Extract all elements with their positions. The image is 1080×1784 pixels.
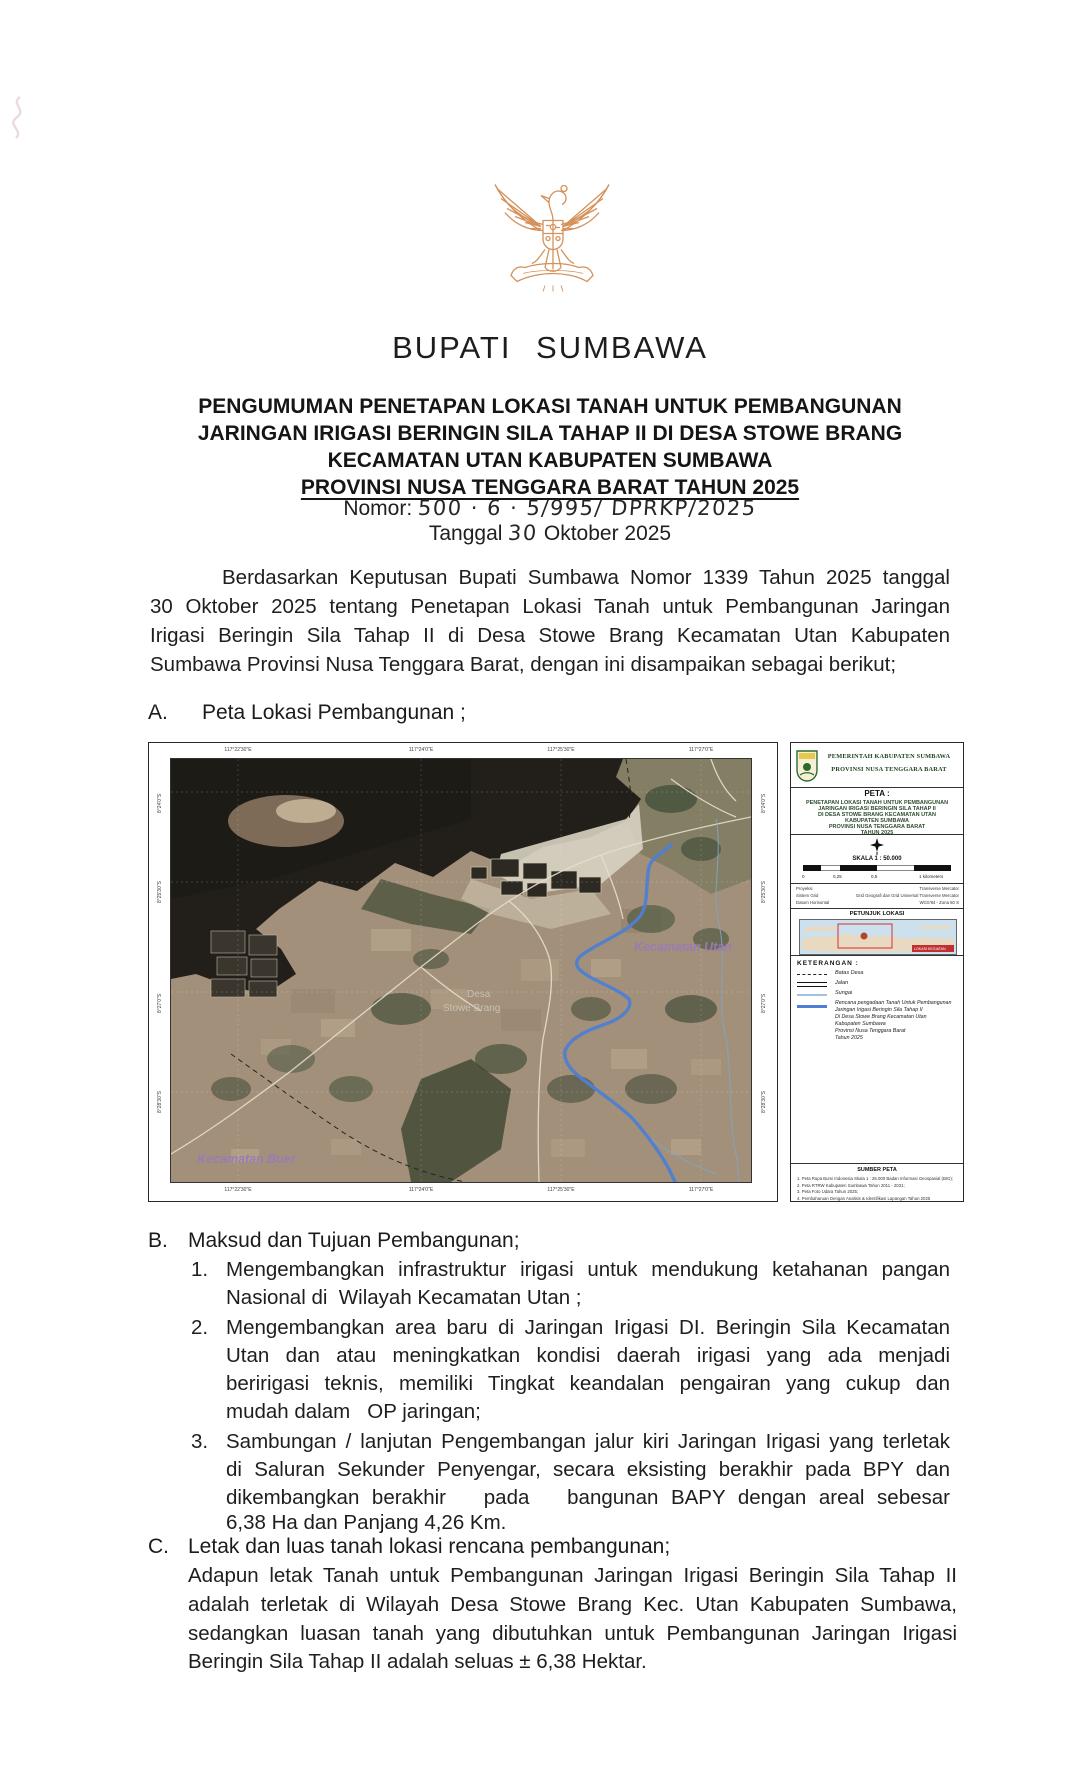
projection-value: WGS'84 - Zona 50 S — [919, 900, 959, 905]
tanggal-label: Tanggal — [428, 522, 503, 545]
jalan-label: Jalan — [835, 980, 849, 986]
sumber-item: 1. Peta Rupa Bumi Indonesia Skala 1 : 25.000 Badan Informasi Geospasial (BIG); — [797, 1176, 953, 1181]
map-coord-bottom-2: 117°24'0"E — [408, 1187, 434, 1193]
announcement-line-2: JARINGAN IRIGASI BERINGIN SILA TAHAP II DI DESA STOWE BRANG — [197, 422, 903, 445]
projection-key: Proyeksi — [796, 886, 813, 891]
map-label-desa-2: Stowe Brang — [443, 1003, 501, 1014]
projection-row — [796, 886, 959, 891]
item-2-line: mudah dalam OP jaringan; — [226, 1400, 481, 1423]
plan-line: Jaringan Irigasi Beringin Sila Tahap II — [835, 1007, 923, 1013]
plan-line: Di Desa Stowe Brang Kecamatan Utan — [835, 1014, 927, 1020]
satellite-map-image — [170, 758, 752, 1183]
item-3-line: Sambungan / lanjutan Pengembangan jalur kiri Jaringan Irigasi yang terletak — [226, 1430, 950, 1453]
legend-scale-text: SKALA 1 : 50.000 — [852, 856, 902, 862]
legend-divider — [791, 883, 963, 884]
intro-line-4: Sumbawa Provinsi Nusa Tenggara Barat, dengan ini disampaikan sebagai berikut; — [150, 653, 897, 676]
legend-divider — [791, 908, 963, 909]
map-coord-bottom-3: 117°25'30"E — [547, 1187, 575, 1193]
legend-petunjuk-heading: PETUNJUK LOKASI — [849, 911, 905, 917]
map-coord-top-4: 117°27'0"E — [688, 747, 714, 753]
nomor-handwritten-value: 500 · 6 · 5/995/ DPRKP/2025 — [417, 496, 758, 520]
intro-line-1: Berdasarkan Keputusan Bupati Sumbawa Nomor 1339 Tahun 2025 tanggal — [222, 566, 950, 589]
section-c-label: C. — [148, 1535, 169, 1558]
map-legend-panel — [790, 742, 964, 1202]
projection-key: Sistem Grid — [796, 893, 819, 898]
legend-divider — [791, 1163, 963, 1164]
projection-value: Transverse Mercator — [919, 886, 959, 891]
sumber-item: 3. Peta Foto Udara Tahun 2025; — [797, 1189, 859, 1194]
map-coord-left-2: 8°25'30"S — [157, 881, 163, 903]
rencana-pengadaan-text — [835, 1000, 959, 1042]
map-coord-bottom-1: 117°22'30"E — [224, 1187, 252, 1193]
section-c-line: Beringin Sila Tahap II adalah seluas ± 6,38 Hektar. — [188, 1650, 647, 1673]
section-c-line: Adapun letak Tanah untuk Pembangunan Jaringan Irigasi Beringin Sila Tahap II — [188, 1564, 957, 1587]
legend-peta-line: PENETAPAN LOKASI TANAH UNTUK PEMBANGUNAN — [805, 800, 949, 806]
item-3-line: 6,38 Ha dan Panjang 4,26 Km. — [226, 1511, 507, 1534]
scalebar-label-05: 0,5 — [871, 874, 878, 879]
map-coord-top-1: 117°22'30"E — [224, 747, 252, 753]
sumber-peta-heading: SUMBER PETA — [857, 1167, 897, 1173]
announcement-line-1: PENGUMUMAN PENETAPAN LOKASI TANAH UNTUK PEMBANGUNAN — [198, 395, 902, 418]
map-label-kecamatan-utan: Kecamatan Utan — [634, 940, 732, 954]
map-coord-bottom-4: 117°27'0"E — [688, 1187, 714, 1193]
legend-peta-line: TAHUN 2025 — [860, 830, 894, 836]
item-3-line: dikembangkan berakhir pada bangunan BAPY dengan areal sebesar — [226, 1486, 950, 1509]
garuda-outline — [495, 185, 609, 292]
sumber-item: 4. Pembaharuan Dengan Analisis & Identifikasi Lapangan Tahun 2025 — [797, 1195, 931, 1201]
plan-line: Provinsi Nusa Tenggara Barat — [835, 1028, 906, 1034]
sumbawa-crest-icon — [796, 750, 818, 782]
item-2-number: 2. — [191, 1316, 209, 1339]
nomor-label: Nomor: — [343, 497, 413, 520]
sungai-label: Sungai — [835, 990, 853, 996]
map-label-desa-1: Desa — [467, 989, 491, 1000]
sand-spit — [228, 795, 344, 847]
sumber-item: 2. Peta RTRW Kabupaten Sumbawa Tahun 2011 - 2031; — [797, 1182, 905, 1188]
legend-keterangan-heading: KETERANGAN : — [797, 960, 859, 967]
scalebar-label-0: 0 — [802, 874, 805, 879]
map-label-kecamatan-buer: Kecamatan Buer — [197, 1152, 296, 1166]
sungai-symbol — [797, 994, 827, 996]
batas-desa-symbol — [797, 974, 827, 975]
map-coord-left-4: 8°28'30"S — [157, 1091, 163, 1113]
legend-peta-line: KABUPATEN SUMBAWA — [845, 818, 909, 824]
announcement-line-3: KECAMATAN UTAN KABUPATEN SUMBAWA — [327, 449, 773, 472]
tanggal-handwritten-day: 30 — [507, 521, 539, 545]
legend-peta-line: DI DESA STOWE BRANG KECAMATAN UTAN — [818, 812, 936, 818]
announcement-line-4-text: PROVINSI NUSA TENGGARA BARAT TAHUN 2025 — [300, 476, 800, 499]
section-c-title: Letak dan luas tanah lokasi rencana pembangunan; — [188, 1535, 671, 1558]
item-2-line: Mengembangkan area baru di Jaringan Irigasi DI. Beringin Sila Kecamatan — [226, 1316, 950, 1339]
tanggal-line — [150, 521, 950, 546]
rencana-pengadaan-symbol — [797, 1005, 827, 1008]
scalebar-label-1km: 1 kilometers — [919, 874, 944, 879]
item-3-number: 3. — [191, 1430, 209, 1453]
page-title: BUPATI SUMBAWA — [392, 330, 708, 365]
map-coord-right-2: 8°25'30"S — [761, 881, 767, 903]
scalebar-label-025: 0,25 — [833, 874, 842, 879]
item-1-line: Mengembangkan infrastruktur irigasi untuk mendukung ketahanan pangan — [226, 1258, 950, 1281]
intro-line-2: 30 Oktober 2025 tentang Penetapan Lokasi Tanah untuk Pembangunan Jaringan — [150, 595, 950, 618]
plan-line: Rencana pengadaan Tanah Untuk Pembangunan — [835, 1000, 952, 1006]
location-index-inset-map — [799, 919, 957, 955]
north-arrow-icon — [870, 838, 884, 855]
projection-row — [796, 893, 959, 898]
projection-row — [796, 900, 959, 905]
legend-peta-heading: PETA : — [864, 789, 890, 798]
jalan-symbol — [797, 982, 827, 987]
map-coord-top-2: 117°24'0"E — [408, 747, 434, 753]
nomor-line — [150, 496, 950, 521]
tanggal-month-year: Oktober 2025 — [543, 522, 672, 545]
section-b-title: Maksud dan Tujuan Pembangunan; — [188, 1229, 520, 1252]
map-coord-left-1: 8°24'0"S — [157, 793, 163, 813]
map-coord-right-3: 8°27'0"S — [761, 993, 767, 1013]
lokasi-kegiatan-tag: LOKASI KEGIATAN — [914, 947, 946, 951]
section-b-label: B. — [148, 1229, 168, 1252]
plan-line: Kabupaten Sumbawa — [835, 1021, 886, 1027]
projection-key: Datum Horisontal — [796, 900, 830, 905]
projection-value: Grid Geografi dan Grid Universal Transverse Mercator — [855, 893, 959, 898]
item-3-line: di Saluran Sekunder Penyengar, secara eksisting berakhir pada BPY dan — [226, 1458, 950, 1481]
legend-divider — [791, 787, 963, 788]
intro-line-3: Irigasi Beringin Sila Tahap II di Desa Stowe Brang Kecamatan Utan Kabupaten — [150, 624, 950, 647]
item-1-number: 1. — [191, 1258, 209, 1281]
map-coord-right-1: 8°24'0"S — [761, 793, 767, 813]
map-coord-right-4: 8°28'30"S — [761, 1091, 767, 1113]
pond-grid-left — [211, 931, 277, 997]
item-2-line: beririgasi teknis, memiliki Tingkat keandalan pengairan yang cukup dan — [226, 1372, 950, 1395]
garuda-pancasila-emblem — [487, 166, 617, 306]
legend-gov-line2: PROVINSI NUSA TENGGARA BARAT — [831, 766, 947, 773]
map-coord-left-3: 8°27'0"S — [157, 993, 163, 1013]
section-a-title: Peta Lokasi Pembangunan ; — [202, 701, 466, 724]
section-c-line: adalah terletak di Wilayah Desa Stowe Brang Kec. Utan Kabupaten Sumbawa, — [188, 1593, 957, 1616]
section-a-label: A. — [148, 701, 168, 724]
scale-bar — [803, 865, 951, 871]
legend-peta-line: JARINGAN IRIGASI BERINGIN SILA TAHAP II — [818, 806, 936, 812]
item-1-line: Nasional di Wilayah Kecamatan Utan ; — [226, 1286, 582, 1309]
legend-peta-line: PROVINSI NUSA TENGGARA BARAT — [828, 824, 926, 830]
batas-desa-label: Batas Desa — [835, 970, 864, 976]
legend-gov-line1: PEMERINTAH KABUPATEN SUMBAWA — [827, 753, 951, 760]
section-c-line: sedangkan luasan tanah yang dibutuhkan untuk Pembangunan Jaringan Irigasi — [188, 1622, 957, 1645]
item-2-line: Utan dan atau meningkatkan kondisi daerah irigasi yang ada menjadi — [226, 1344, 950, 1367]
map-coord-top-3: 117°25'30"E — [547, 747, 575, 753]
plan-line: Tahun 2025 — [835, 1035, 863, 1041]
scan-artifact-squiggle — [6, 94, 36, 140]
map-panel — [148, 742, 778, 1202]
